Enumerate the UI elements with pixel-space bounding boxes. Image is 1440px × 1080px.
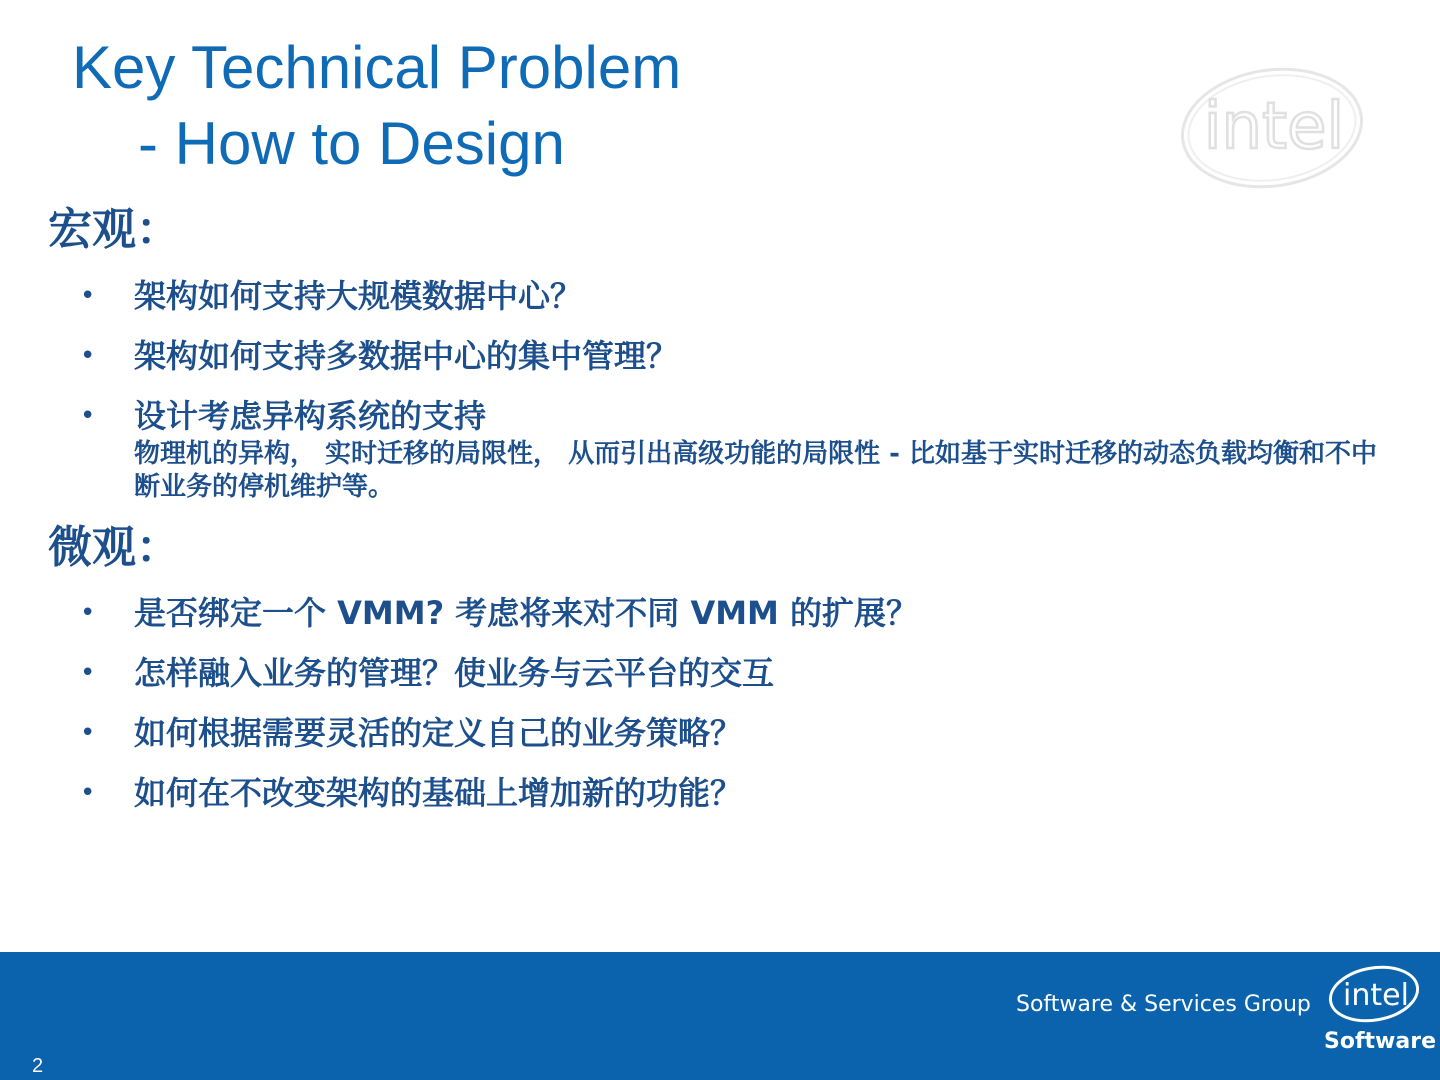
macro-item-1 bbox=[80, 276, 1394, 316]
title-line-1: Key Technical Problem bbox=[72, 34, 682, 101]
slide-title bbox=[72, 30, 681, 182]
micro-item-3-text: 如何根据需要灵活的定义自己的业务策略？ bbox=[134, 714, 743, 752]
bullet-icon: • bbox=[80, 281, 96, 311]
micro-item-4 bbox=[80, 773, 918, 813]
page-number: 2 bbox=[32, 1055, 44, 1077]
bullet-icon: • bbox=[80, 598, 96, 628]
bullet-icon: • bbox=[80, 658, 96, 688]
micro-item-2-text: 怎样融入业务的管理？使业务与云平台的交互 bbox=[134, 654, 775, 692]
macro-item-3-detail: 物理机的异构， 实时迁移的局限性， 从而引出高级功能的局限性 - 比如基于实时迁移的动态负载均衡和不中断业务的停机维护等。 bbox=[134, 439, 1377, 502]
intel-logo bbox=[1326, 962, 1422, 1026]
micro-item-3 bbox=[80, 713, 918, 753]
micro-heading: 微观： bbox=[48, 522, 180, 573]
footer-software-label: Software bbox=[1324, 1029, 1436, 1054]
bullet-icon: • bbox=[80, 401, 96, 431]
micro-bullet-list bbox=[80, 593, 918, 833]
title-line-2: - How to Design bbox=[138, 110, 565, 177]
micro-item-2 bbox=[80, 653, 918, 693]
bullet-icon: • bbox=[80, 341, 96, 371]
footer-logo-word: intel bbox=[1343, 978, 1409, 1013]
footer-group-label: Software & Services Group bbox=[1016, 992, 1311, 1017]
macro-bullet-list bbox=[80, 276, 1394, 524]
bullet-icon: • bbox=[80, 718, 96, 748]
micro-item-4-text: 如何在不改变架构的基础上增加新的功能？ bbox=[134, 774, 743, 812]
intel-watermark-logo bbox=[1178, 62, 1372, 192]
macro-item-2 bbox=[80, 336, 1394, 376]
macro-item-2-text: 架构如何支持多数据中心的集中管理？ bbox=[134, 337, 679, 375]
micro-item-1 bbox=[80, 593, 918, 633]
macro-item-3-text: 设计考虑异构系统的支持 bbox=[134, 397, 487, 435]
watermark-logo-word: intel bbox=[1203, 90, 1345, 164]
macro-item-1-text: 架构如何支持大规模数据中心？ bbox=[134, 277, 583, 315]
micro-item-1-text: 是否绑定一个 VMM? 考虑将来对不同 VMM 的扩展？ bbox=[134, 594, 919, 632]
bullet-icon: • bbox=[80, 778, 96, 808]
macro-heading: 宏观： bbox=[48, 204, 180, 255]
macro-item-3 bbox=[80, 396, 1394, 504]
